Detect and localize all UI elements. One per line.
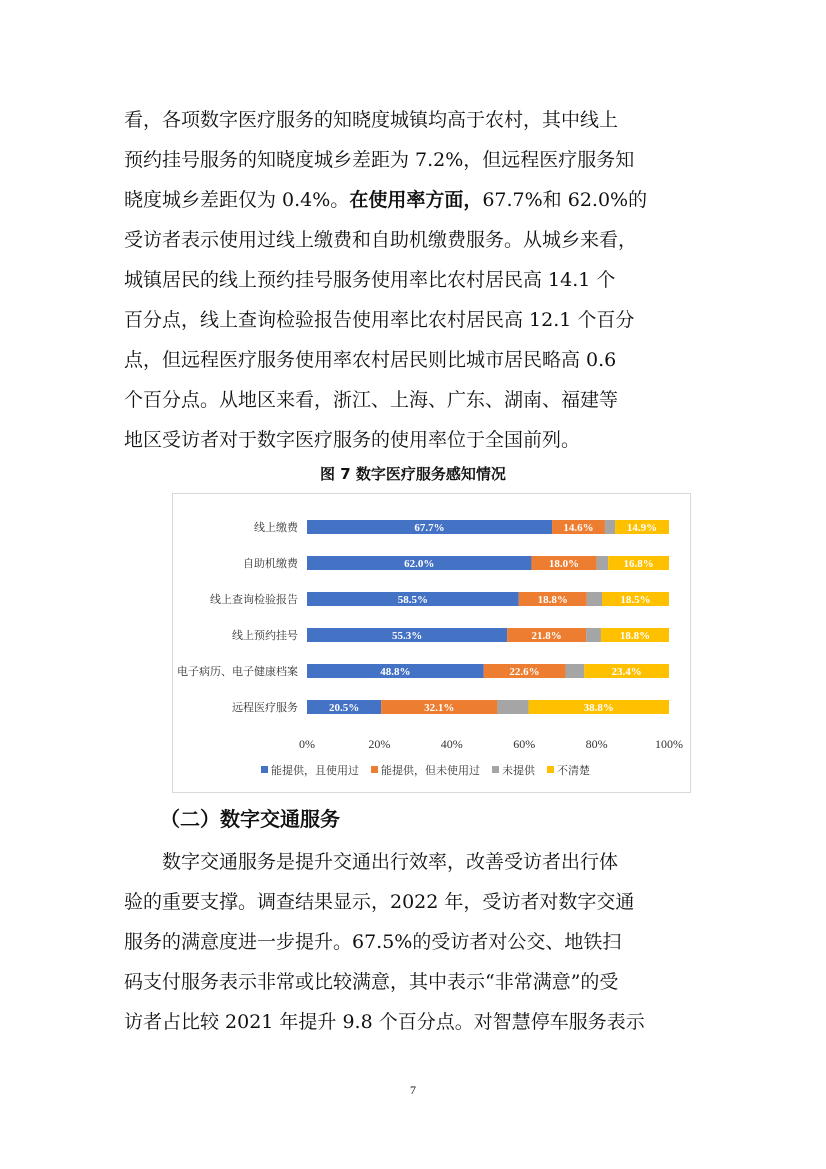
category-label: 远程医疗服务 [232,701,298,714]
bar-segment [586,628,601,642]
text-line: 码支付服务表示非常或比较满意，其中表示“非常满意”的受 [124,971,619,993]
category-label: 线上查询检验报告 [210,593,298,606]
data-label: 62.0% [404,558,435,570]
text-line: 城镇居民的线上预约挂号服务使用率比农村居民高 14.1 个 [124,269,616,291]
text-line: 数字交通服务是提升交通出行效率，改善受访者出行体 [162,851,619,873]
x-tick-label: 40% [440,737,463,751]
data-label: 58.5% [397,594,429,606]
category-label: 线上缴费 [254,521,298,534]
text-line [124,181,647,219]
data-label: 14.6% [563,522,594,534]
data-label: 67.7% [414,522,445,534]
chart-canvas [173,494,690,792]
bar-segment [565,664,584,678]
data-label: 14.9% [626,522,658,534]
data-label: 22.6% [509,666,540,678]
legend-label: 能提供，且使用过 [271,764,359,777]
section-heading: （二）数字交通服务 [160,807,340,831]
x-tick-label: 100% [655,737,683,751]
text-line: 服务的满意度进一步提升。67.5%的受访者对公交、地铁扫 [124,931,622,953]
data-label: 18.0% [548,558,580,570]
data-label: 23.4% [611,666,642,678]
legend-swatch [547,766,554,773]
legend-swatch [371,766,378,773]
bar-segment [497,700,528,714]
text-line: 验的重要支撑。调查结果显示，2022 年，受访者对数字交通 [124,891,635,913]
legend-label: 能提供，但未使用过 [381,764,480,777]
text-line: 访者占比较 2021 年提升 9.8 个百分点。对智慧停车服务表示 [124,1011,645,1033]
data-label: 20.5% [328,702,360,714]
bar-segment [587,592,602,606]
text-segment: 晓度城乡差距仅为 0.4%。 [124,189,350,211]
data-label: 18.5% [620,594,651,606]
text-line: 受访者表示使用过线上缴费和自助机缴费服务。从城乡来看， [124,229,638,251]
data-label: 18.8% [537,594,568,606]
x-tick-label: 80% [585,737,608,751]
category-label: 电子病历、电子健康档案 [177,665,298,678]
text-line: 点，但远程医疗服务使用率农村居民则比城市居民略高 0.6 [124,349,617,371]
text-line: 看，各项数字医疗服务的知晓度城镇均高于农村，其中线上 [124,109,619,131]
legend-label: 未提供 [502,764,535,777]
legend-swatch [492,766,499,773]
stacked-bar-chart [172,493,691,793]
page-number: 7 [410,1083,416,1097]
x-tick-label: 0% [299,737,315,751]
category-label: 自助机缴费 [243,557,298,570]
category-label: 线上预约挂号 [232,629,298,642]
text-line: 预约挂号服务的知晓度城乡差距为 7.2%，但远程医疗服务知 [124,149,635,171]
x-tick-label: 20% [368,737,391,751]
data-label: 16.8% [623,558,654,570]
x-tick-label: 60% [513,737,536,751]
text-line: 个百分点。从地区来看，浙江、上海、广东、湖南、福建等 [124,389,619,411]
data-label: 38.8% [583,702,614,714]
text-segment: 67.7%和 62.0%的 [482,189,648,211]
bold-phrase: 在使用率方面， [349,189,483,211]
legend-label: 不清楚 [557,764,590,777]
data-label: 21.8% [531,630,562,642]
figure-title: 图 7 数字医疗服务感知情况 [320,465,506,483]
legend-swatch [261,766,268,773]
text-line: 地区受访者对于数字医疗服务的使用率位于全国前列。 [124,429,581,451]
data-label: 32.1% [424,702,455,714]
data-label: 48.8% [380,666,411,678]
bar-segment [597,556,609,570]
text-line: 百分点，线上查询检验报告使用率比农村居民高 12.1 个百分 [124,309,635,331]
data-label: 55.3% [391,630,423,642]
bar-segment [605,520,615,534]
data-label: 18.8% [619,630,651,642]
